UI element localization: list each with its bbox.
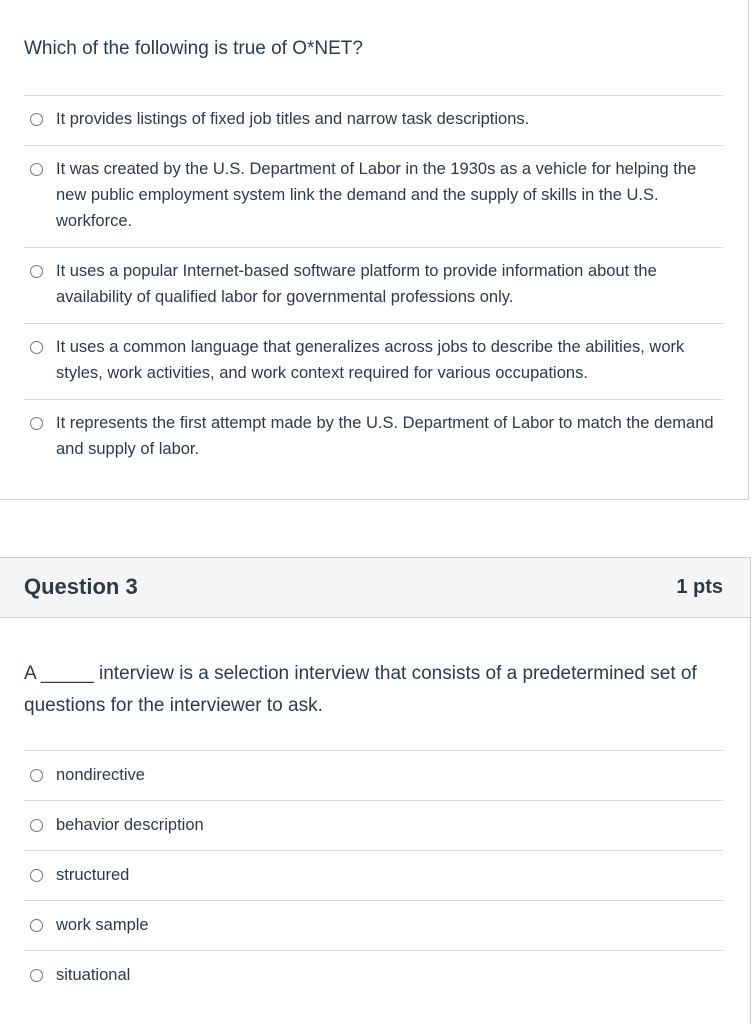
answer-label[interactable]: behavior description [56,816,204,834]
answer-label[interactable]: situational [56,966,131,984]
radio-button[interactable] [30,341,43,354]
answer-label[interactable]: It uses a popular Internet-based software platform to provide information about the availability of qualified labor for governmental professions only. [56,262,657,306]
answer-label[interactable]: It uses a common language that generalizes across jobs to describe the abilities, work styles, work activities, and work context required for various occupations. [56,338,685,382]
answer-list [24,750,723,1001]
answer-option[interactable] [24,96,723,146]
answer-option[interactable] [24,400,723,476]
answer-label[interactable]: It represents the first attempt made by the U.S. Department of Labor to match the demand and supply of labor. [56,414,714,458]
answer-option[interactable] [24,801,723,851]
answer-option[interactable] [24,851,723,901]
question-header [0,558,750,618]
answer-option[interactable] [24,248,723,324]
answer-label[interactable]: It was created by the U.S. Department of Labor in the 1930s as a vehicle for helping the new public employment system link the demand and the supply of skills in the U.S. workforce. [56,160,697,230]
question-card-3 [0,557,751,1024]
answer-option[interactable] [24,146,723,248]
answer-label[interactable]: structured [56,866,130,884]
radio-button[interactable] [30,869,43,882]
answer-option[interactable] [24,751,723,801]
radio-button[interactable] [30,265,43,278]
question-card-prev [0,0,749,500]
question-text: Which of the following is true of O*NET? [24,38,363,59]
radio-button[interactable] [30,113,43,126]
radio-button[interactable] [30,919,43,932]
radio-button[interactable] [30,417,43,430]
radio-button[interactable] [30,819,43,832]
answer-option[interactable] [24,324,723,400]
radio-button[interactable] [30,969,43,982]
radio-button[interactable] [30,163,43,176]
answer-list [24,95,723,476]
answer-option[interactable] [24,951,723,1001]
answer-option[interactable] [24,901,723,951]
radio-button[interactable] [30,769,43,782]
question-points: 1 pts [676,576,723,598]
question-title: Question 3 [24,574,138,599]
answer-label[interactable]: It provides listings of fixed job titles and narrow task descriptions. [56,110,530,128]
answer-label[interactable]: nondirective [56,766,145,784]
answer-label[interactable]: work sample [56,916,149,934]
question-text: A _____ interview is a selection interview that consists of a predetermined set of questions for the interviewer to ask. [24,663,697,716]
